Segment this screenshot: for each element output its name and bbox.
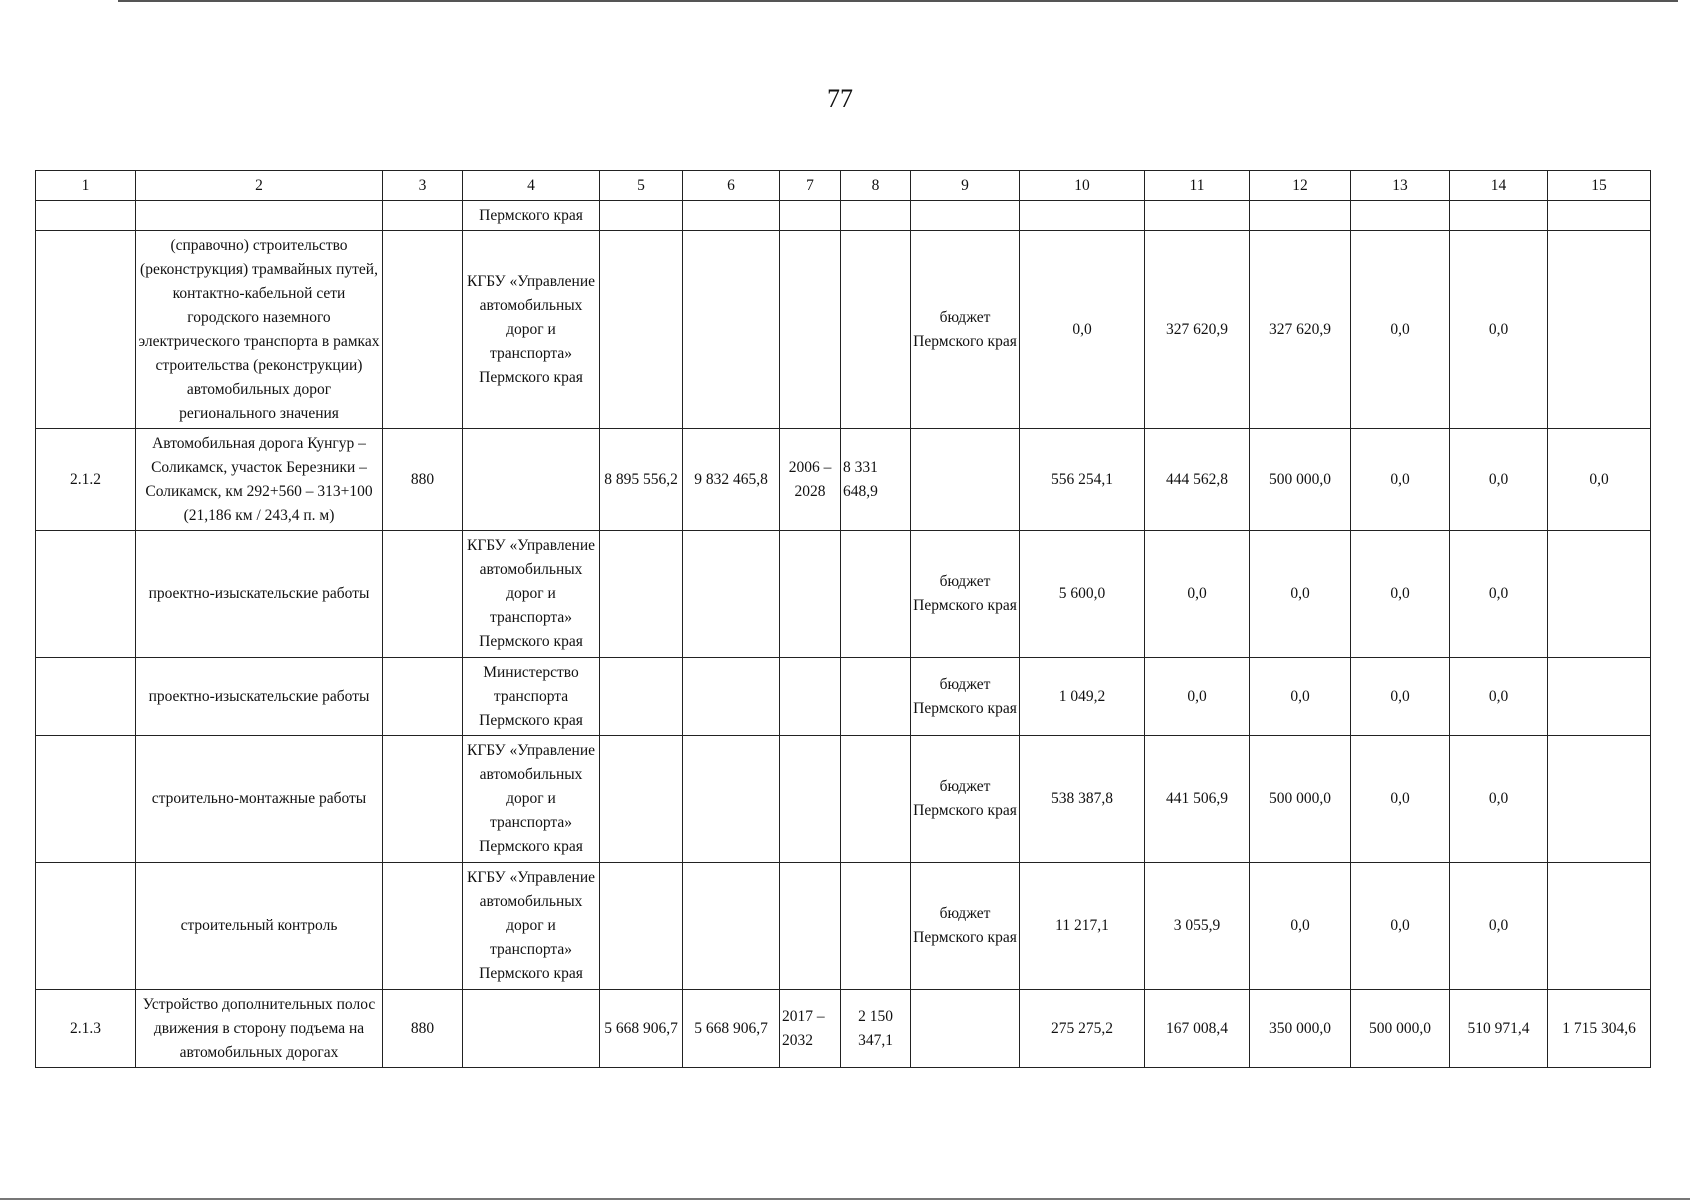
cell-col12: 0,0 (1250, 531, 1351, 658)
cell-description (136, 201, 383, 231)
table-row (36, 201, 1651, 231)
cell-col8: 2 150 347,1 (841, 990, 911, 1068)
column-number: 1 (36, 171, 136, 201)
cell-period (780, 231, 841, 429)
column-number: 10 (1020, 171, 1145, 201)
cell-col14: 0,0 (1450, 736, 1548, 863)
table-row (36, 429, 1651, 531)
cell-col15: 1 715 304,6 (1548, 990, 1651, 1068)
cell-item-number (36, 736, 136, 863)
cell-col5: 8 895 556,2 (600, 429, 683, 531)
cell-item-number (36, 863, 136, 990)
budget-table (35, 170, 1651, 1068)
cell-code: 880 (383, 429, 463, 531)
cell-col15: 0,0 (1548, 429, 1651, 531)
cell-col5 (600, 658, 683, 736)
cell-period (780, 736, 841, 863)
column-number: 12 (1250, 171, 1351, 201)
cell-description: проектно-изыскательские работы (136, 531, 383, 658)
cell-col13: 0,0 (1351, 429, 1450, 531)
cell-col6: 5 668 906,7 (683, 990, 780, 1068)
cell-item-number (36, 231, 136, 429)
cell-col14: 0,0 (1450, 658, 1548, 736)
cell-col11: 0,0 (1145, 658, 1250, 736)
cell-col11: 444 562,8 (1145, 429, 1250, 531)
cell-description: строительный контроль (136, 863, 383, 990)
cell-col12: 0,0 (1250, 863, 1351, 990)
cell-description: строительно-монтажные работы (136, 736, 383, 863)
cell-item-number (36, 201, 136, 231)
cell-col14: 0,0 (1450, 429, 1548, 531)
cell-responsible: КГБУ «Управление автомобильных дорог и транспорта» Пермского края (463, 863, 600, 990)
cell-col8 (841, 201, 911, 231)
cell-source: бюджет Пермского края (911, 863, 1020, 990)
table-row (36, 658, 1651, 736)
cell-period (780, 658, 841, 736)
cell-description: Устройство дополнительных полос движения в сторону подъема на автомобильных дорогах (136, 990, 383, 1068)
table-row (36, 736, 1651, 863)
cell-col15 (1548, 736, 1651, 863)
cell-col15 (1548, 201, 1651, 231)
cell-col6 (683, 231, 780, 429)
cell-col8 (841, 531, 911, 658)
cell-col10: 0,0 (1020, 231, 1145, 429)
cell-source: бюджет Пермского края (911, 231, 1020, 429)
cell-item-number: 2.1.2 (36, 429, 136, 531)
cell-period: 2006 – 2028 (780, 429, 841, 531)
cell-col12: 500 000,0 (1250, 736, 1351, 863)
cell-col12 (1250, 201, 1351, 231)
cell-col13: 0,0 (1351, 231, 1450, 429)
cell-col5: 5 668 906,7 (600, 990, 683, 1068)
cell-col10: 11 217,1 (1020, 863, 1145, 990)
cell-source: бюджет Пермского края (911, 531, 1020, 658)
cell-period (780, 863, 841, 990)
cell-col6 (683, 531, 780, 658)
column-number: 3 (383, 171, 463, 201)
cell-col11: 441 506,9 (1145, 736, 1250, 863)
cell-col8: 8 331 648,9 (841, 429, 911, 531)
cell-responsible: Министерство транспорта Пермского края (463, 658, 600, 736)
cell-col13: 0,0 (1351, 736, 1450, 863)
column-number: 9 (911, 171, 1020, 201)
cell-col6 (683, 736, 780, 863)
cell-col10: 275 275,2 (1020, 990, 1145, 1068)
table-row (36, 990, 1651, 1068)
cell-col8 (841, 863, 911, 990)
cell-responsible: КГБУ «Управление автомобильных дорог и транспорта» Пермского края (463, 531, 600, 658)
cell-item-number (36, 531, 136, 658)
cell-col8 (841, 736, 911, 863)
cell-source (911, 201, 1020, 231)
cell-responsible (463, 990, 600, 1068)
cell-col6 (683, 201, 780, 231)
cell-col11: 3 055,9 (1145, 863, 1250, 990)
cell-period: 2017 – 2032 (780, 990, 841, 1068)
cell-col15 (1548, 231, 1651, 429)
cell-responsible: КГБУ «Управление автомобильных дорог и транспорта» Пермского края (463, 231, 600, 429)
cell-col11: 327 620,9 (1145, 231, 1250, 429)
cell-col12: 0,0 (1250, 658, 1351, 736)
cell-code (383, 231, 463, 429)
cell-col15 (1548, 658, 1651, 736)
cell-col15 (1548, 863, 1651, 990)
cell-col11: 0,0 (1145, 531, 1250, 658)
cell-col13: 500 000,0 (1351, 990, 1450, 1068)
cell-col12: 350 000,0 (1250, 990, 1351, 1068)
cell-col8 (841, 231, 911, 429)
cell-col13 (1351, 201, 1450, 231)
cell-col6: 9 832 465,8 (683, 429, 780, 531)
cell-col6 (683, 658, 780, 736)
column-number: 7 (780, 171, 841, 201)
cell-col5 (600, 201, 683, 231)
cell-responsible (463, 429, 600, 531)
column-number: 13 (1351, 171, 1450, 201)
cell-col10: 1 049,2 (1020, 658, 1145, 736)
cell-source (911, 429, 1020, 531)
cell-col10: 556 254,1 (1020, 429, 1145, 531)
column-number: 11 (1145, 171, 1250, 201)
cell-code (383, 736, 463, 863)
cell-col11 (1145, 201, 1250, 231)
column-number: 2 (136, 171, 383, 201)
top-border-line (118, 0, 1678, 2)
cell-code (383, 863, 463, 990)
cell-source (911, 990, 1020, 1068)
cell-col10 (1020, 201, 1145, 231)
table-row (36, 531, 1651, 658)
cell-source: бюджет Пермского края (911, 736, 1020, 863)
cell-responsible: Пермского края (463, 201, 600, 231)
cell-col13: 0,0 (1351, 658, 1450, 736)
column-number: 6 (683, 171, 780, 201)
cell-col5 (600, 531, 683, 658)
cell-responsible: КГБУ «Управление автомобильных дорог и транспорта» Пермского края (463, 736, 600, 863)
cell-col15 (1548, 531, 1651, 658)
cell-description: Автомобильная дорога Кунгур – Соликамск, участок Березники – Соликамск, км 292+560 – 313+100 (21,186 км / 243,4 п. м) (136, 429, 383, 531)
column-number: 8 (841, 171, 911, 201)
table-row (36, 863, 1651, 990)
cell-col6 (683, 863, 780, 990)
cell-period (780, 531, 841, 658)
cell-source: бюджет Пермского края (911, 658, 1020, 736)
cell-code (383, 658, 463, 736)
column-number: 5 (600, 171, 683, 201)
cell-item-number: 2.1.3 (36, 990, 136, 1068)
cell-col13: 0,0 (1351, 863, 1450, 990)
cell-col8 (841, 658, 911, 736)
cell-col14 (1450, 201, 1548, 231)
cell-period (780, 201, 841, 231)
cell-code (383, 201, 463, 231)
cell-col14: 0,0 (1450, 231, 1548, 429)
cell-col5 (600, 231, 683, 429)
column-number: 14 (1450, 171, 1548, 201)
cell-col12: 327 620,9 (1250, 231, 1351, 429)
cell-col10: 5 600,0 (1020, 531, 1145, 658)
column-number: 15 (1548, 171, 1651, 201)
cell-col11: 167 008,4 (1145, 990, 1250, 1068)
cell-col14: 0,0 (1450, 531, 1548, 658)
cell-code (383, 531, 463, 658)
cell-description: (справочно) строительство (реконструкция) трамвайных путей, контактно-кабельной сети городского наземного электрического транспорта в рамках строительства (реконструкции) автомобильных дорог регионального значения (136, 231, 383, 429)
cell-col5 (600, 863, 683, 990)
cell-col5 (600, 736, 683, 863)
table-row (36, 231, 1651, 429)
column-number: 4 (463, 171, 600, 201)
column-numbers-row (36, 171, 1651, 201)
cell-col10: 538 387,8 (1020, 736, 1145, 863)
cell-item-number (36, 658, 136, 736)
cell-col14: 0,0 (1450, 863, 1548, 990)
cell-col14: 510 971,4 (1450, 990, 1548, 1068)
cell-description: проектно-изыскательские работы (136, 658, 383, 736)
cell-col13: 0,0 (1351, 531, 1450, 658)
cell-code: 880 (383, 990, 463, 1068)
page-number: 77 (827, 84, 853, 113)
cell-col12: 500 000,0 (1250, 429, 1351, 531)
